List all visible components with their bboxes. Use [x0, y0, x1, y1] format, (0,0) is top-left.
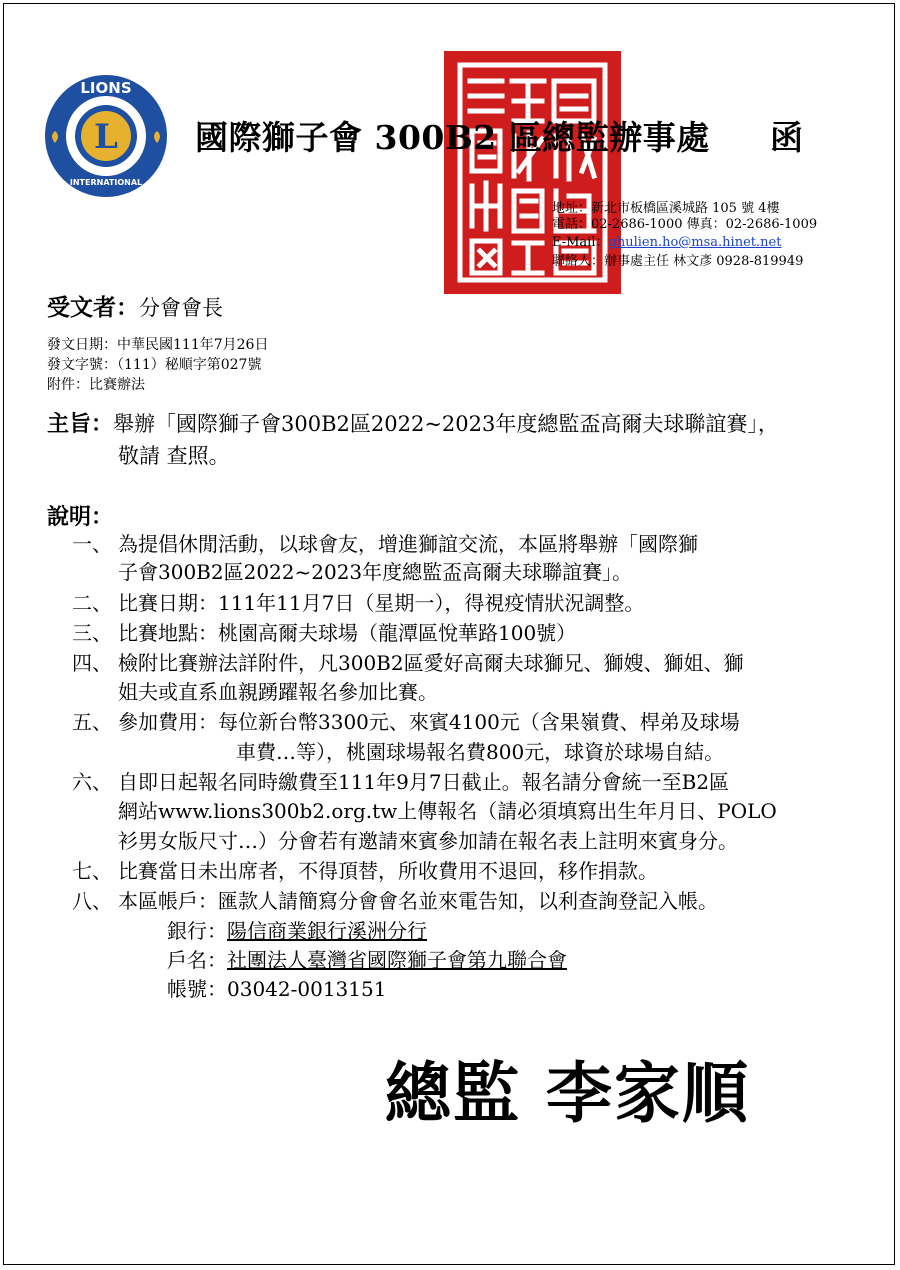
issue-number: 發文字號：（111）秘順字第027號: [47, 357, 262, 373]
subject-line2: 敬請 查照。: [118, 444, 230, 468]
page-title: 國際獅子會 300B2 區總監辦事處: [195, 118, 710, 157]
item-text: 比賽當日未出席者，不得頂替，所收費用不退回，移作捐款。: [118, 859, 658, 883]
svg-text:INTERNATIONAL: INTERNATIONAL: [69, 178, 143, 187]
item-number: 八、: [72, 889, 112, 913]
item-text: 參加費用：每位新台幣3300元、來賓4100元（含果嶺費、桿弟及球場: [118, 710, 740, 734]
svg-text:LIONS: LIONS: [80, 79, 132, 97]
recipient: [47, 289, 223, 322]
recipient-value: 分會會長: [139, 296, 223, 320]
item-text: 自即日起報名同時繳費至111年9月7日截止。報名請分會統一至B2區: [118, 770, 730, 794]
explanation-heading: 說明：: [47, 504, 114, 530]
item-text: 網站www.lions300b2.org.tw上傳報名（請必須填寫出生年月日、POLO: [118, 799, 777, 823]
contact-person: 聯絡人：辦事處主任 林文彥 0928-819949: [552, 254, 804, 269]
item-text: 衫男女版尺寸…）分會若有邀請來賓參加請在報名表上註明來賓身分。: [118, 829, 738, 853]
contact-address: 地址：新北市板橋區溪城路 105 號 4樓: [552, 201, 780, 216]
item-text: 為提倡休閒活動，以球會友，增進獅誼交流，本區將舉辦「國際獅: [118, 532, 698, 556]
subject: [47, 407, 779, 438]
item-text: 車費…等），桃園球場報名費800元，球資於球場自結。: [236, 740, 725, 764]
item-number: 一、: [72, 532, 112, 556]
contact-email-link[interactable]: ghulien.ho@msa.hinet.net: [608, 235, 782, 250]
svg-text:L: L: [94, 117, 118, 157]
account-name-value: 社團法人臺灣省國際獅子會第九聯合會: [227, 948, 567, 972]
contact-email-row: [552, 231, 781, 250]
item-number: 五、: [72, 710, 112, 734]
item-text: 檢附比賽辦法詳附件，凡300B2區愛好高爾夫球獅兄、獅嫂、獅姐、獅: [118, 651, 744, 675]
item-number: 三、: [72, 621, 112, 645]
account-number-row: [167, 973, 386, 1002]
account-name-row: [167, 944, 567, 973]
contact-phone: 電話：02-2686-1000 傳真：02-2686-1009: [552, 217, 818, 232]
item-text: 比賽地點：桃園高爾夫球場（龍潭區悅華路100號）: [118, 621, 577, 645]
contact-email-label: E-Mail：: [552, 235, 609, 250]
recipient-label: 受文者：: [47, 294, 139, 321]
item-text: 比賽日期：111年11月7日（星期一），得視疫情狀況調整。: [118, 591, 645, 615]
item-text: 姐夫或直系血親踴躍報名參加比賽。: [118, 680, 438, 704]
signature: 總監 李家順: [385, 1055, 750, 1132]
bank-label: 銀行：: [167, 919, 227, 943]
account-number-label: 帳號：: [167, 977, 227, 1001]
document-type: 函: [770, 118, 803, 157]
subject-line1: 舉辦「國際獅子會300B2區2022~2023年度總監盃高爾夫球聯誼賽」，: [113, 412, 779, 436]
attachment: 附件：比賽辦法: [47, 377, 145, 393]
bank-row: [167, 915, 427, 944]
item-number: 四、: [72, 651, 112, 675]
account-number-value: 03042-0013151: [227, 977, 387, 1001]
item-number: 二、: [72, 591, 112, 615]
item-number: 六、: [72, 770, 112, 794]
item-text: 子會300B2區2022~2023年度總監盃高爾夫球聯誼賽」。: [118, 560, 633, 584]
item-number: 七、: [72, 859, 112, 883]
issue-date: 發文日期：中華民國111年7月26日: [47, 337, 269, 353]
account-name-label: 戶名：: [167, 948, 227, 972]
item-text: 本區帳戶：匯款人請簡寫分會會名並來電告知，以利查詢登記入帳。: [118, 889, 718, 913]
subject-label: 主旨：: [47, 411, 114, 437]
lions-logo: [43, 73, 169, 199]
bank-value: 陽信商業銀行溪洲分行: [227, 919, 427, 943]
